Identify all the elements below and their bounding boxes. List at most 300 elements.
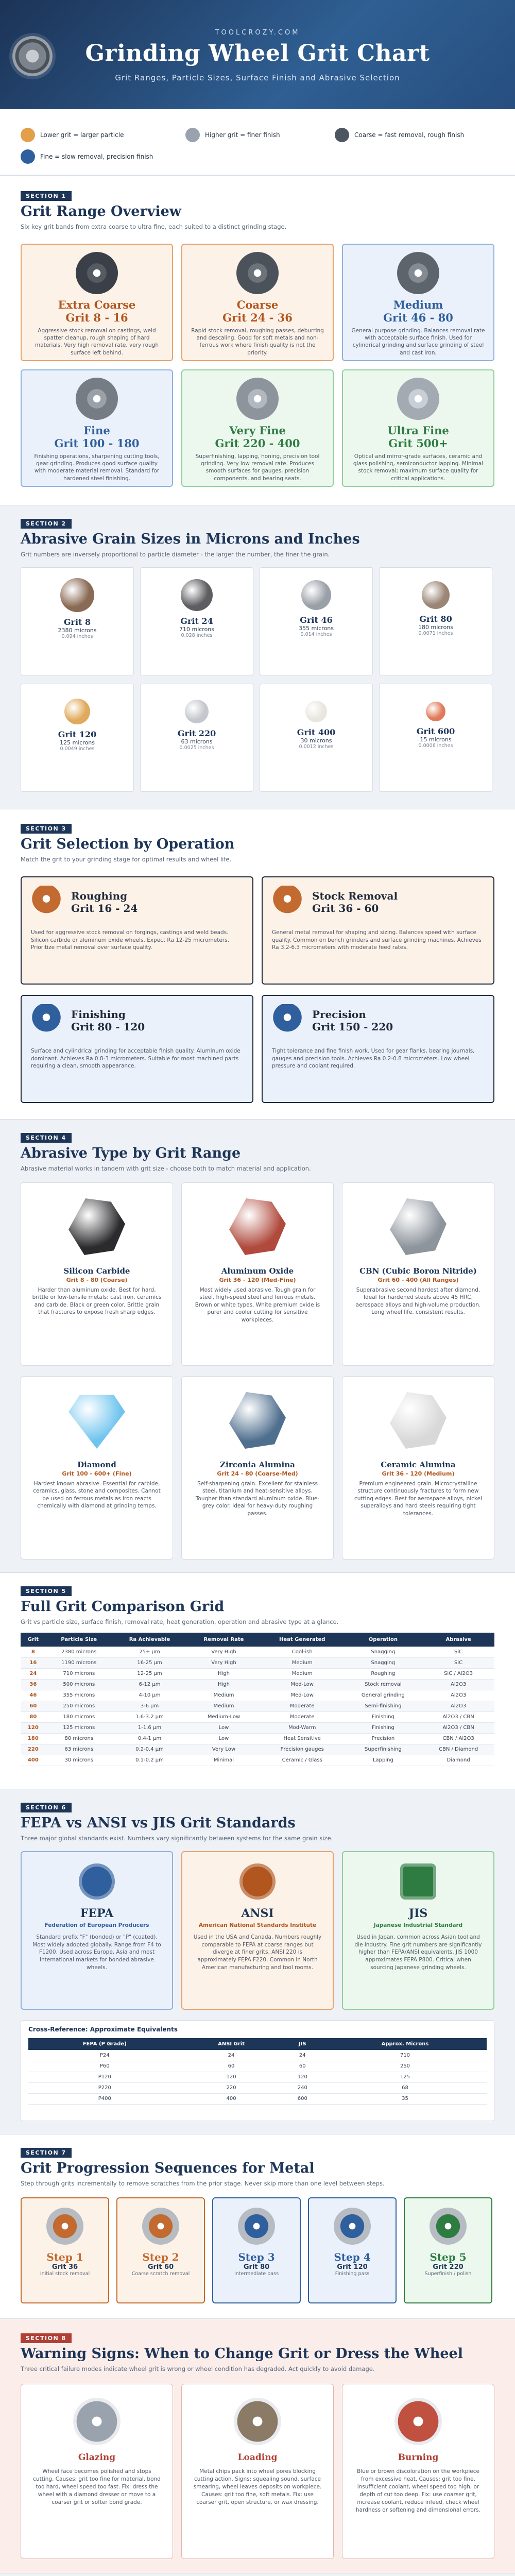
page-title: Grinding Wheel Grit Chart [85, 40, 430, 66]
grain-inches: 0.094 inches [61, 634, 93, 639]
legend-item [335, 128, 464, 142]
section-grit-selection [0, 809, 515, 1119]
warning-card [342, 2384, 494, 2559]
abrasive-grit-range: Grit 100 - 600+ (Fine) [62, 1470, 132, 1477]
operation-card [21, 995, 253, 1103]
abrasive-description: Self-sharpening grain. Excellent for stainless steel, titanium and heat-sensitive alloys. Tougher than standard aluminum oxide. Blue-grey color. Ideal for heavy-duty roughing passes. [195, 1481, 320, 1517]
warning-description: Wheel face becomes polished and stops cutting. Causes: grit too fine for material, bond too hard, wheel speed too fast. Fix: dress the wheel with a diamond dresser or move to a coarser grit or softer bond grade. [33, 2468, 161, 2505]
warning-name: Burning [398, 2452, 439, 2463]
table-row [21, 1744, 494, 1755]
grain-inches: 0.0049 inches [60, 746, 95, 752]
grain-size-card [140, 684, 253, 792]
grit-range-card [342, 244, 494, 361]
table-row [28, 2093, 487, 2104]
table-cell: Semi-finishing [344, 1701, 423, 1711]
header-domain[interactable]: TOOLCROZY.COM [215, 29, 300, 37]
table-header: Particle Size [46, 1633, 112, 1647]
abrasive-grain-icon [181, 579, 213, 611]
table-cell: 220 [181, 2082, 282, 2093]
grain-grit: Grit 400 [297, 727, 336, 737]
step-grit: Grit 36 [52, 2263, 78, 2271]
table-cell: Medium [261, 1668, 344, 1679]
fine-removal-icon [21, 149, 35, 164]
abrasive-type-card [21, 1376, 173, 1560]
standard-full-name: Japanese Industrial Standard [373, 1922, 463, 1928]
section-badge: SECTION 5 [21, 1586, 72, 1596]
grit-range-name: Coarse [236, 298, 279, 311]
stock-removal-icon [271, 886, 304, 919]
angle-grinder-icon [334, 2208, 371, 2245]
table-cell: Ceramic / Glass [261, 1755, 344, 1766]
table-cell: 400 [181, 2093, 282, 2104]
table-cell: 0.2-0.4 µm [112, 1744, 187, 1755]
warning-name: Glazing [78, 2452, 116, 2463]
coarse-removal-icon [335, 128, 349, 142]
grinding-wheel-icon [236, 378, 279, 420]
grain-microns: 63 microns [181, 738, 213, 745]
grain-microns: 355 microns [298, 625, 334, 632]
table-cell: 30 microns [46, 1755, 112, 1766]
table-header: Heat Generated [261, 1633, 344, 1647]
grain-inches: 0.0025 inches [179, 745, 214, 751]
abrasive-grain-icon [390, 1198, 447, 1255]
grit-range-description: General purpose grinding. Balances removal rate with acceptable surface finish. Used for cylindrical grinding and surface grinding of steel and cast iron. [351, 328, 485, 356]
table-header: Grit [21, 1633, 46, 1647]
table-cell: P24 [28, 2050, 181, 2061]
warning-description: Metal chips pack into wheel pores blocking cutting action. Signs: squealing sound, surface smearing, wheel leaves deposits on workpiece. Causes: grit too fine, soft metals. Fix: use coarser grit, open structure, or wax dressing. [193, 2468, 322, 2505]
table-cell: Stock removal [344, 1679, 423, 1690]
grain-microns: 710 microns [179, 626, 215, 633]
grit-range-description: Optical and mirror-grade surfaces, ceramic and glass polishing, semiconductor lapping. Minimal stock removal; maximum surface quality for critical applications. [353, 453, 484, 482]
table-cell: 250 microns [46, 1701, 112, 1711]
section-title: Warning Signs: When to Change Grit or Dress the Wheel [21, 2346, 463, 2362]
section-badge: SECTION 2 [21, 519, 72, 529]
table-header: JIS [282, 2038, 323, 2050]
grit-range-value: Grit 500+ [388, 437, 448, 450]
abrasive-type-card [181, 1182, 334, 1366]
operation-description: Surface and cylindrical grinding for acceptable finish quality. Aluminum oxide dominant. Achieves Ra 0.8-3 micrometers. Suitable for most machined parts requiring a clean, smooth appearance. [31, 1048, 241, 1070]
grit-range-description: Aggressive stock removal on castings, weld spatter cleanup, rough shaping of hard materials. Very high removal rate, very rough surface left behind. [35, 328, 159, 356]
step-label: Step 5 [430, 2251, 467, 2263]
section-title: Abrasive Grain Sizes in Microns and Inches [21, 531, 360, 547]
standard-card [21, 1851, 173, 2010]
table-cell: 35 [323, 2093, 487, 2104]
grain-microns: 15 microns [420, 736, 452, 743]
coarse-grain-icon [21, 128, 35, 142]
abrasive-grain-icon [229, 1198, 286, 1255]
table-cell: 6-12 µm [112, 1679, 187, 1690]
table-cell: Cool-ish [261, 1647, 344, 1657]
operation-description: Used for aggressive stock removal on forgings, castings and weld beads. Silicon carbide or aluminum oxide wheels. Expect Ra 12-25 micrometers. Prioritize metal removal over surface quality. [31, 929, 229, 951]
step-label: Step 3 [238, 2251, 275, 2263]
table-cell: 120 [181, 2072, 282, 2082]
grain-grit: Grit 600 [416, 726, 455, 736]
table-row [28, 2072, 487, 2082]
table-cell: SiC [422, 1657, 494, 1668]
table-cell: Snagging [344, 1647, 423, 1657]
legend-label: Higher grit = finer finish [205, 131, 280, 139]
table-cell: 16-25 µm [112, 1657, 187, 1668]
table-cell: Al2O3 / CBN [422, 1711, 494, 1722]
table-cell: Moderate [261, 1711, 344, 1722]
table-header: ANSI Grit [181, 2038, 282, 2050]
operation-name: Roughing [71, 890, 128, 902]
abrasive-grain-icon [229, 1392, 286, 1449]
legend-item [21, 128, 124, 142]
angle-grinder-icon [238, 2208, 275, 2245]
grit-range-description: Superfinishing, lapping, honing, precision tool grinding. Very low removal rate. Produces smooth surfaces for gauges, precision components, and bearing seats. [195, 453, 320, 482]
section-grit-range-overview [0, 175, 515, 505]
section-badge: SECTION 3 [21, 824, 72, 834]
grain-microns: 30 microns [300, 737, 332, 744]
table-row [21, 1722, 494, 1733]
abrasive-description: Harder than aluminum oxide. Best for hard, brittle or low-tensile metals: cast iron, ceramics and carbide. Black or green color. Brittle grain that fractures to expose fresh sharp edges. [32, 1287, 162, 1316]
section-standards [0, 1789, 515, 2134]
abrasive-grit-range: Grit 36 - 120 (Medium) [382, 1470, 455, 1477]
table-cell: Low [187, 1733, 261, 1744]
table-row [28, 2061, 487, 2072]
standard-description: Used in Japan, common across Asian tool and die industry. Fine grit numbers are significantly higher than FEPA/ANSI equivalents. JIS 1000 approximates FEPA P800. Critical when sourcing Japanese grinding wheels. [354, 1934, 482, 1971]
table-cell: 46 [21, 1690, 46, 1701]
loading-icon [234, 2398, 281, 2445]
grain-grit: Grit 24 [180, 616, 213, 626]
table-cell: High [187, 1668, 261, 1679]
grit-range-name: Ultra Fine [387, 424, 449, 437]
operation-name: Precision [312, 1008, 366, 1021]
warning-description: Blue or brown discoloration on the workpiece from excessive heat. Causes: grit too fine, insufficient coolant, wheel speed too high, or depth of cut too deep. Fix: use coarser grit, increase coolant, reduce infeed, check wheel hardness or softening and dimensional errors. [356, 2468, 480, 2513]
table-cell: 24 [21, 1668, 46, 1679]
section-title: FEPA vs ANSI vs JIS Grit Standards [21, 1815, 296, 1831]
grit-range-name: Fine [83, 424, 110, 437]
page-subtitle: Grit Ranges, Particle Sizes, Surface Finish and Abrasive Selection [115, 73, 400, 82]
operation-name: Finishing [71, 1008, 126, 1021]
table-cell: Medium-Low [187, 1711, 261, 1722]
grain-size-card [21, 684, 134, 792]
section-description: Grit numbers are inversely proportional to particle diameter - the larger the number, the finer the grain. [21, 551, 330, 558]
abrasive-description: Superabrasive second hardest after diamond. Ideal for hardened steels above 45 HRC, aerospace alloys and high-volume production. Long wheel life, consistent results. [355, 1287, 481, 1316]
table-cell: Heat Sensitive [261, 1733, 344, 1744]
table-row [28, 2050, 487, 2061]
table-cell: 120 [21, 1722, 46, 1733]
table-cell: 710 microns [46, 1668, 112, 1679]
standard-emblem-icon [239, 1863, 276, 1900]
progression-step [308, 2197, 397, 2303]
grain-inches: 0.0071 inches [418, 631, 453, 636]
grain-size-card [21, 567, 134, 675]
section-title: Full Grit Comparison Grid [21, 1599, 225, 1615]
table-header: FEPA (P Grade) [28, 2038, 181, 2050]
table-row [21, 1701, 494, 1711]
grit-range-value: Grit 100 - 180 [54, 437, 140, 450]
grain-grit: Grit 120 [58, 730, 97, 739]
table-cell: P120 [28, 2072, 181, 2082]
comparison-table [21, 1633, 494, 1766]
table-cell: SiC [422, 1647, 494, 1657]
grain-microns: 2380 microns [58, 627, 97, 634]
operation-grit: Grit 16 - 24 [71, 902, 138, 914]
abrasive-description: Hardest known abrasive. Essential for carbide, ceramics, glass, stone and composites. Cannot be used on ferrous metals as iron reacts chemically with diamond at grinding temps. [33, 1481, 161, 1510]
step-grit: Grit 220 [433, 2263, 464, 2271]
step-description: Initial stock removal [40, 2271, 90, 2277]
abrasive-name: Aluminum Oxide [221, 1266, 294, 1276]
grit-range-card [21, 369, 173, 487]
grit-range-card [181, 369, 334, 487]
table-cell: 0.4-1 µm [112, 1733, 187, 1744]
abrasive-grit-range: Grit 8 - 80 (Coarse) [66, 1277, 128, 1283]
abrasive-grain-icon [68, 1392, 125, 1449]
table-cell: Al2O3 [422, 1679, 494, 1690]
standard-card [342, 1851, 494, 2010]
abrasive-grain-icon [68, 1198, 125, 1255]
grit-range-description: Rapid stock removal, roughing passes, deburring and descaling. Good for soft metals and non-ferrous work where finish quality is not the priority. [191, 328, 324, 356]
abrasive-grit-range: Grit 24 - 80 (Coarse-Med) [217, 1470, 298, 1477]
grit-range-value: Grit 8 - 16 [65, 311, 128, 324]
table-cell: 120 [282, 2072, 323, 2082]
warning-card [21, 2384, 173, 2559]
table-cell: 16 [21, 1657, 46, 1668]
section-description: Three critical failure modes indicate wheel grit is wrong or wheel condition has degraded. Act quickly to avoid damage. [21, 2365, 375, 2372]
table-row [21, 1657, 494, 1668]
precision-icon [271, 1004, 304, 1037]
table-cell: 125 microns [46, 1722, 112, 1733]
section-title: Grit Progression Sequences for Metal [21, 2160, 315, 2176]
warning-card [181, 2384, 334, 2559]
table-cell: 250 [323, 2061, 487, 2072]
table-cell: 36 [21, 1679, 46, 1690]
table-cell: Precision [344, 1733, 423, 1744]
table-cell: 4-10 µm [112, 1690, 187, 1701]
progression-step [212, 2197, 301, 2303]
section-description: Step through grits incrementally to remove scratches from the prior stage. Never skip more than one level between steps. [21, 2180, 385, 2187]
abrasive-grain-icon [390, 1392, 447, 1449]
grain-size-card [260, 567, 373, 675]
standard-full-name: American National Standards Institute [198, 1922, 317, 1928]
grain-grit: Grit 46 [300, 615, 333, 625]
table-cell: 24 [282, 2050, 323, 2061]
progression-step [21, 2197, 109, 2303]
grit-range-description: Finishing operations, sharpening cutting tools, gear grinding. Produces good surface quality with moderate material removal. Standard for hardened steel finishing. [34, 453, 160, 482]
table-cell: 0.1-0.2 µm [112, 1755, 187, 1766]
legend-label: Fine = slow removal, precision finish [40, 153, 153, 160]
table-cell: Roughing [344, 1668, 423, 1679]
standard-description: Standard prefix "F" (bonded) or "P" (coated). Most widely adopted globally. Range from F4 to F1200. Used across Europe, Asia and most international markets for bonded abrasive wheels. [32, 1934, 161, 1971]
table-cell: Low [187, 1722, 261, 1733]
table-cell: 3-6 µm [112, 1701, 187, 1711]
angle-grinder-icon [46, 2208, 83, 2245]
cross-reference-title: Cross-Reference: Approximate Equivalents [28, 2026, 178, 2033]
grit-range-card [21, 244, 173, 361]
grit-range-value: Grit 24 - 36 [222, 311, 293, 324]
table-cell: Medium [187, 1690, 261, 1701]
step-description: Coarse scratch removal [131, 2271, 190, 2277]
section-warning-signs [0, 2318, 515, 2573]
standard-name: ANSI [241, 1907, 274, 1920]
grain-size-card [260, 684, 373, 792]
section-surface-finish [0, 2573, 515, 2576]
grit-range-name: Very Fine [229, 424, 286, 437]
grain-grit: Grit 8 [63, 617, 91, 627]
table-cell: 2380 microns [46, 1647, 112, 1657]
table-cell: Al2O3 [422, 1690, 494, 1701]
table-row [21, 1711, 494, 1722]
table-cell: 500 microns [46, 1679, 112, 1690]
grinding-wheel-icon [236, 252, 279, 294]
grit-range-name: Medium [393, 298, 443, 311]
table-cell: 1190 microns [46, 1657, 112, 1668]
table-cell: P220 [28, 2082, 181, 2093]
abrasive-grain-icon [64, 699, 90, 724]
operation-grit: Grit 36 - 60 [312, 902, 379, 914]
burning-icon [394, 2398, 442, 2445]
table-cell: 12-25 µm [112, 1668, 187, 1679]
operation-grit: Grit 150 - 220 [312, 1021, 393, 1033]
table-row [21, 1690, 494, 1701]
section-comparison-grid [0, 1572, 515, 1789]
table-row [28, 2082, 487, 2093]
abrasive-grain-icon [422, 581, 450, 609]
standard-description: Used in the USA and Canada. Numbers roughly comparable to FEPA at coarse ranges but diverge at finer grits. ANSI 220 is approximately FEPA F220. Common in North American manufacturing and tool rooms. [193, 1934, 322, 1971]
table-row [21, 1755, 494, 1766]
operation-grit: Grit 80 - 120 [71, 1021, 145, 1033]
standard-full-name: Federation of European Producers [44, 1922, 149, 1928]
table-cell: High [187, 1679, 261, 1690]
grain-inches: 0.0006 inches [418, 743, 453, 749]
operation-card [262, 995, 494, 1103]
grain-inches: 0.014 inches [300, 632, 332, 637]
table-cell: Finishing [344, 1722, 423, 1733]
abrasive-name: Zirconia Alumina [220, 1460, 295, 1469]
table-cell: 1-1.6 µm [112, 1722, 187, 1733]
table-cell: Medium [187, 1701, 261, 1711]
cross-reference-table [21, 2020, 494, 2121]
grain-grit: Grit 80 [419, 614, 452, 624]
table-cell: Precision gauges [261, 1744, 344, 1755]
abrasive-grain-icon [185, 700, 209, 723]
table-header: Operation [344, 1633, 423, 1647]
table-cell: CBN / Diamond [422, 1744, 494, 1755]
step-label: Step 4 [334, 2251, 371, 2263]
table-cell: 80 microns [46, 1733, 112, 1744]
step-description: Superfinish / polish [424, 2271, 472, 2277]
abrasive-description: Premium engineered grain. Microcrystalline structure continuously fractures to form new cutting edges. Best for aerospace alloys, nickel superalloys and hard steels requiring tight tolerances. [354, 1481, 483, 1517]
grit-range-card [181, 244, 334, 361]
table-cell: Finishing [344, 1711, 423, 1722]
table-cell: 25+ µm [112, 1647, 187, 1657]
legend-label: Lower grit = larger particle [40, 131, 124, 139]
table-cell: General grinding [344, 1690, 423, 1701]
table-cell: 63 microns [46, 1744, 112, 1755]
table-cell: Minimal [187, 1755, 261, 1766]
standard-emblem-icon [400, 1863, 436, 1900]
table-cell: 60 [282, 2061, 323, 2072]
grain-size-card [140, 567, 253, 675]
grit-range-card [342, 369, 494, 487]
angle-grinder-icon [142, 2208, 179, 2245]
header [0, 0, 515, 109]
grit-range-value: Grit 46 - 80 [383, 311, 453, 324]
section-description: Match the grit to your grinding stage for optimal results and wheel life. [21, 856, 232, 863]
table-header: Ra Achievable [112, 1633, 187, 1647]
abrasive-grit-range: Grit 36 - 120 (Med-Fine) [219, 1277, 296, 1283]
grain-grit: Grit 220 [177, 728, 216, 738]
finishing-icon [30, 1004, 63, 1037]
table-row [21, 1647, 494, 1657]
table-cell: Medium [261, 1657, 344, 1668]
table-cell: SiC / Al2O3 [422, 1668, 494, 1679]
table-cell: 1.6-3.2 µm [112, 1711, 187, 1722]
abrasive-grain-icon [60, 578, 94, 612]
table-cell: Diamond [422, 1755, 494, 1766]
standard-name: JIS [408, 1907, 428, 1920]
table-cell: 710 [323, 2050, 487, 2061]
grain-microns: 180 microns [418, 624, 454, 631]
section-title: Grit Selection by Operation [21, 836, 235, 852]
abrasive-grain-icon [426, 702, 445, 721]
table-cell: Med-Low [261, 1679, 344, 1690]
operation-card [262, 876, 494, 985]
table-cell: 220 [21, 1744, 46, 1755]
abrasive-type-card [181, 1376, 334, 1560]
table-cell: Snagging [344, 1657, 423, 1668]
abrasive-name: Diamond [77, 1460, 116, 1469]
table-header: Abrasive [422, 1633, 494, 1647]
section-badge: SECTION 4 [21, 1133, 72, 1143]
angle-grinder-icon [430, 2208, 467, 2245]
table-cell: 180 [21, 1733, 46, 1744]
grit-range-value: Grit 220 - 400 [215, 437, 300, 450]
table-cell: Mod-Warm [261, 1722, 344, 1733]
warning-name: Loading [237, 2452, 278, 2463]
table-cell: Very Low [187, 1744, 261, 1755]
glazing-icon [73, 2398, 121, 2445]
grain-microns: 125 microns [59, 739, 95, 746]
section-abrasive-type [0, 1119, 515, 1572]
legend [0, 109, 515, 175]
table-cell: Very High [187, 1657, 261, 1668]
grinding-wheel-icon [397, 378, 439, 420]
table-cell: 60 [181, 2061, 282, 2072]
table-cell: Al2O3 [422, 1701, 494, 1711]
legend-label: Coarse = fast removal, rough finish [354, 131, 465, 139]
legend-item [21, 149, 153, 164]
step-grit: Grit 80 [243, 2263, 270, 2271]
section-grain-sizes [0, 505, 515, 809]
fine-grain-icon [185, 128, 200, 142]
grinding-wheel-icon [397, 252, 439, 294]
section-description: Grit vs particle size, surface finish, removal rate, heat generation, operation and abrasive type at a glance. [21, 1618, 339, 1625]
table-cell: 80 [21, 1711, 46, 1722]
step-label: Step 1 [46, 2251, 83, 2263]
table-cell: P400 [28, 2093, 181, 2104]
grain-inches: 0.028 inches [181, 633, 213, 638]
section-title: Abrasive Type by Grit Range [21, 1145, 241, 1161]
section-description: Three major global standards exist. Numbers vary significantly between systems for the same grain size. [21, 1835, 333, 1842]
abrasive-description: Most widely used abrasive. Tough grain for steel, high-speed steel and ferrous metals. Brown or white types. White premium oxide is purer and cooler cutting for sensitive workpieces. [195, 1287, 320, 1323]
section-badge: SECTION 6 [21, 1803, 72, 1812]
table-cell: 240 [282, 2082, 323, 2093]
table-cell: 400 [21, 1755, 46, 1766]
step-grit: Grit 120 [337, 2263, 368, 2271]
grain-inches: 0.0012 inches [299, 744, 334, 750]
abrasive-name: Silicon Carbide [63, 1266, 130, 1276]
table-header: Removal Rate [187, 1633, 261, 1647]
section-badge: SECTION 1 [21, 191, 72, 201]
section-description: Abrasive material works in tandem with grit size - choose both to match material and application. [21, 1165, 311, 1172]
table-cell: Lapping [344, 1755, 423, 1766]
grinding-wheel-icon [76, 378, 118, 420]
operation-name: Stock Removal [312, 890, 398, 902]
table-row [21, 1733, 494, 1744]
